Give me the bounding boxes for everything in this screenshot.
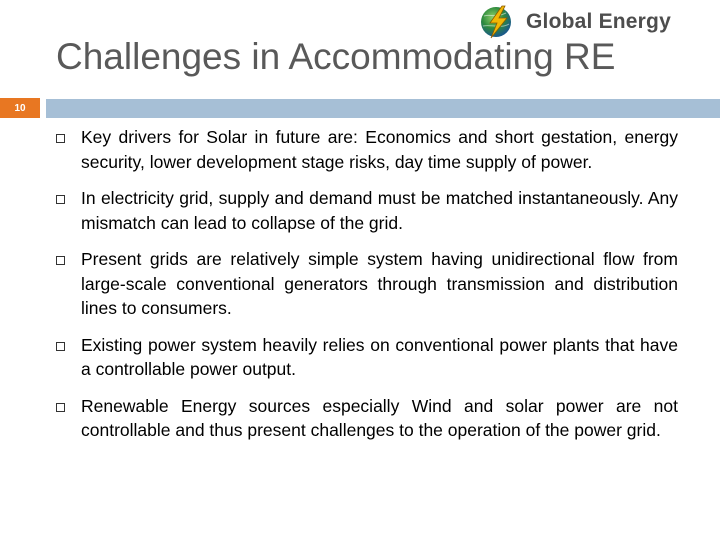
bullet-item bbox=[56, 394, 678, 443]
accent-bar bbox=[46, 99, 720, 118]
bullet-item bbox=[56, 186, 678, 235]
hollow-square-bullet-icon bbox=[56, 134, 65, 143]
page-number-badge: 10 bbox=[0, 98, 40, 118]
globe-lightning-logo-icon bbox=[476, 4, 522, 40]
company-logo bbox=[476, 4, 671, 40]
hollow-square-bullet-icon bbox=[56, 256, 65, 265]
logo-text: Global Energy bbox=[526, 10, 671, 33]
slide-title: Challenges in Accommodating RE bbox=[56, 36, 616, 77]
bullet-text: Existing power system heavily relies on conventional power plants that have a controllable power output. bbox=[81, 334, 678, 379]
bullet-item bbox=[56, 125, 678, 174]
bullet-text: Key drivers for Solar in future are: Economics and short gestation, energy security, lower development stage risks, day time supply of power. bbox=[81, 127, 678, 172]
hollow-square-bullet-icon bbox=[56, 195, 65, 204]
hollow-square-bullet-icon bbox=[56, 342, 65, 351]
bullet-text: In electricity grid, supply and demand must be matched instantaneously. Any mismatch can lead to collapse of the grid. bbox=[81, 188, 678, 233]
bullet-text: Renewable Energy sources especially Wind and solar power are not controllable and thus present challenges to the operation of the power grid. bbox=[81, 395, 678, 440]
bullet-item bbox=[56, 247, 678, 321]
bullet-list bbox=[56, 125, 678, 455]
bullet-text: Present grids are relatively simple system having unidirectional flow from large-scale conventional generators through transmission and distribution lines to consumers. bbox=[81, 249, 678, 318]
hollow-square-bullet-icon bbox=[56, 403, 65, 412]
bullet-item bbox=[56, 333, 678, 382]
